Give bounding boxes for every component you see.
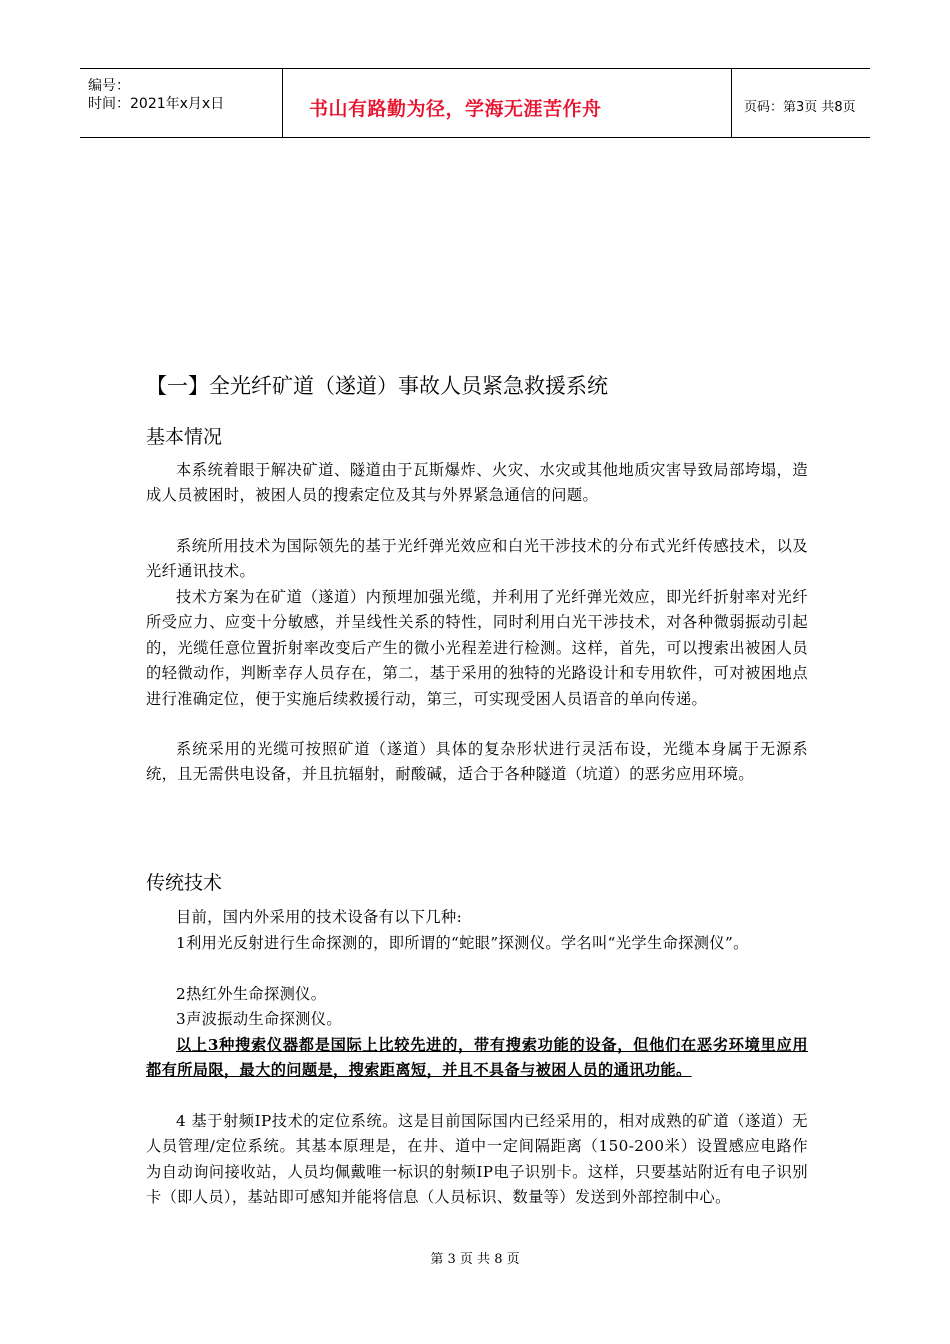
list-item-3: 3声波振动生命探测仪。 xyxy=(176,1010,342,1028)
list-item-1: 1利用光反射进行生命探测的，即所谓的“蛇眼”探测仪。学名叫“光学生命探测仪”。 xyxy=(176,934,749,952)
motto: 书山有路勤为径，学海无涯苦作舟 xyxy=(309,98,602,120)
intro-paragraph: 目前，国内外采用的技术设备有以下几种: xyxy=(176,908,463,926)
emphasis-paragraph: 以上3种搜索仪器都是国际上比较先进的，带有搜索功能的设备，但他们在恶劣环境里应用都有所局限，最大的问题是，搜索距离短，并且不具备与被困人员的通讯功能。 xyxy=(146,1036,808,1080)
header-motto-cell xyxy=(283,69,732,137)
paragraph-4: 系统采用的光缆可按照矿道（遂道）具体的复杂形状进行灵活布设，光缆本身属于无源系统，且无需供电设备，并且抗辐射，耐酸碱，适合于各种隧道（坑道）的恶劣应用环境。 xyxy=(146,740,808,784)
paragraph-1: 本系统着眼于解决矿道、隧道由于瓦斯爆炸、火灾、水灾或其他地质灾害导致局部垮塌，造成人员被困时，被困人员的搜索定位及其与外界紧急通信的问题。 xyxy=(146,461,808,505)
document-title: 【一】全光纤矿道（遂道）事故人员紧急救援系统 xyxy=(146,374,608,398)
list-item-2: 2热红外生命探测仪。 xyxy=(176,985,327,1003)
section-heading-traditional: 传统技术 xyxy=(146,872,223,894)
list-item-4: 4 基于射频IP技术的定位系统。这是目前国际国内已经采用的，相对成熟的矿道（遂道）无人员管理/定位系统。其基本原理是，在井、道中一定间隔距离（150-200米）设置感应电路作为自动询问接收站，人员均佩戴唯一标识的射频IP电子识别卡。这样，只要基站附近有电子识别卡（即人员），基站即可感知并能将信息（人员标识、数量等）发送到外部控制中心。 xyxy=(146,1112,808,1207)
page-info: 页码：第3页 共8页 xyxy=(744,100,856,115)
number-label: 编号： xyxy=(88,78,130,94)
time-label: 时间：2021年x月x日 xyxy=(88,96,225,112)
header-page-cell xyxy=(732,69,870,137)
header-table xyxy=(80,68,870,138)
paragraph-2: 系统所用技术为国际领先的基于光纤弹光效应和白光干涉技术的分布式光纤传感技术，以及光纤通讯技术。 xyxy=(146,537,808,581)
page-footer: 第 3 页 共 8 页 xyxy=(430,1252,520,1267)
header-meta-cell xyxy=(80,69,283,137)
paragraph-3: 技术方案为在矿道（遂道）内预埋加强光缆，并利用了光纤弹光效应，即光纤折射率对光纤所受应力、应变十分敏感，并呈线性关系的特性，同时利用白光干涉技术，对各种微弱振动引起的，光缆任意位置折射率改变后产生的微小光程差进行检测。这样，首先，可以搜索出被困人员的轻微动作，判断幸存人员存在，第二，基于采用的独特的光路设计和专用软件，可对被困地点进行准确定位，便于实施后续救援行动，第三，可实现受困人员语音的单向传递。 xyxy=(146,588,808,708)
section-heading-basic: 基本情况 xyxy=(146,426,223,448)
